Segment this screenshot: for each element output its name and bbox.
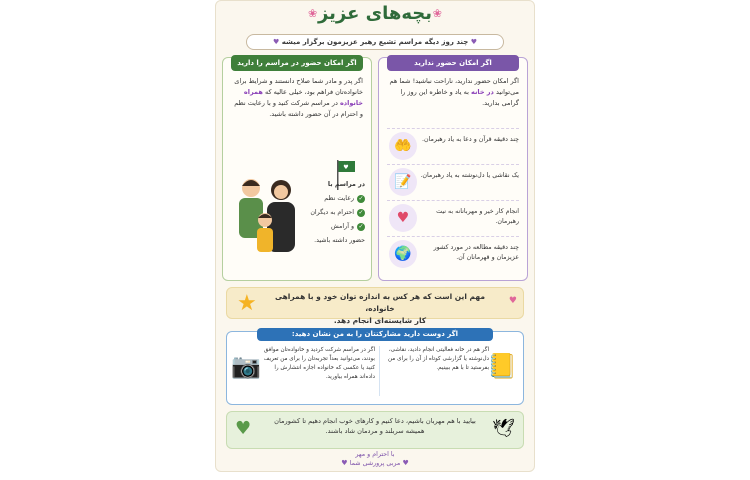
closing-text: بیایید با هم مهربان باشیم، دعا کنیم و کارهای خوب انجام دهیم تا کشورمان همیشه سربلند و مردمان شاد باشند. [274,417,476,435]
star-icon: ★ [237,291,257,316]
check-icon: ✓ [358,195,364,202]
intro-highlight: در خانه [471,88,494,96]
dove-icon: 🕊 [492,418,515,439]
activity-item [387,128,519,163]
signature-row [216,459,534,468]
activity-text: چند دقیقه مطالعه در مورد کشور عزیزمان و قهرمانان آن. [433,244,519,261]
signature [216,450,534,468]
checklist-label: و آرامش [331,223,354,230]
signature-line: با احترام و مهر [355,451,395,458]
notebook-pencil-icon: 📒 [487,352,517,380]
activity-text: انجام کار خیر و مهربانانه به نیت رهبرمان. [436,208,519,225]
share-home-text: اگر هم در خانه فعالیتی انجام دادید، نقاشی، دل‌نوشته یا گزارشی کوتاه از آن را برای من بفرستید تا با هم ببینیم. [388,347,489,371]
activity-text: چند دقیقه قرآن و دعا به یاد رهبرمان. [421,136,519,143]
globe-books-icon: 🌍 [389,240,417,268]
checklist-item [293,206,365,220]
checklist-title: در مراسم با [327,181,365,188]
activity-item [387,164,519,199]
subtitle-banner [246,34,504,50]
checklist-item [293,220,365,234]
attendance-checklist [293,178,365,248]
important-note-band [226,287,524,325]
note-line: مهم این است که هر کس به اندازه توان خود و با همراهی خانواده، [275,292,485,313]
cannot-attend-panel [378,57,528,281]
heart-icon: ♥ [508,296,517,306]
checklist-item [293,192,365,206]
cannot-attend-intro [387,76,519,109]
share-ceremony-text: اگر در مراسم شرکت کردید و خانواده‌تان موافق بودند، می‌توانید بعداً تجربه‌تان را برای من تعریف کنید یا عکسی که خانواده اجازه انتشارش را داده‌اند همراه بیاورید. [263,347,375,380]
checklist-label: رعایت نظم [324,195,354,202]
signature-line: مربی پرورشی شما [349,460,401,467]
share-participation-panel [226,331,524,405]
heart-icon: ♥ [470,38,477,46]
leaf-icon: ❀ [308,7,318,20]
can-attend-panel [222,57,372,281]
divider [379,346,380,396]
heart-icon: ♥ [341,459,350,467]
drawing-notebook-icon: 📝 [389,168,417,196]
page-title: بچه‌های عزیز [317,3,433,24]
intro-line: شما هم می‌توانید [389,77,519,96]
checklist-label: حضور داشته باشید. [314,237,365,244]
check-icon: ✓ [358,223,364,230]
important-note-text [267,291,493,327]
intro-line: به یاد و خاطره این روز را گرامی بدارید. [400,88,519,107]
subtitle-text: چند روز دیگه مراسم تشیع رهبر عزیزمون برگزار میشه [281,38,469,46]
leaf-icon: ❀ [432,7,442,20]
svg-text:♥: ♥ [343,164,349,171]
hands-heart-icon: ♥ [235,418,252,439]
activity-item [387,236,519,271]
activity-item [387,200,519,235]
camera-icon: 📷 [231,352,261,380]
heart-icon: ♥ [400,459,409,467]
paragraph: در مراسم شرکت کنید و با رعایت نظم و احترام در آن حضور داشته باشید. [234,99,363,118]
can-attend-text [231,76,363,120]
prayer-hands-icon: 🤲 [389,132,417,160]
closing-message [226,411,524,449]
checklist-label: احترام به دیگران [310,209,354,216]
share-header: اگر دوست دارید مشارکتتان را به من نشان دهید: [257,328,493,341]
heart-icon: ♥ [389,204,417,232]
cannot-attend-header: اگر امکان حضور ندارید [387,55,519,71]
paragraph: اگر پدر و مادر شما صلاح دانستند و شرایط برای خانواده‌تان فراهم بود، [234,77,363,96]
family-highlight: همراه خانواده [243,88,363,107]
intro-line: اگر امکان حضور ندارید، ناراحت نباشید! [412,77,519,85]
activity-text: یک نقاشی یا دل‌نوشته به یاد رهبرمان. [420,172,519,179]
can-attend-header: اگر امکان حضور در مراسم را دارید [231,55,363,71]
heart-icon: ♥ [273,38,280,46]
checklist-item [293,234,365,248]
paragraph: خیلی عالیه که [264,88,303,96]
notice-poster [215,0,535,472]
check-icon: ✓ [358,209,364,216]
note-line: کار شایسته‌ای انجام دهد. [333,316,427,325]
